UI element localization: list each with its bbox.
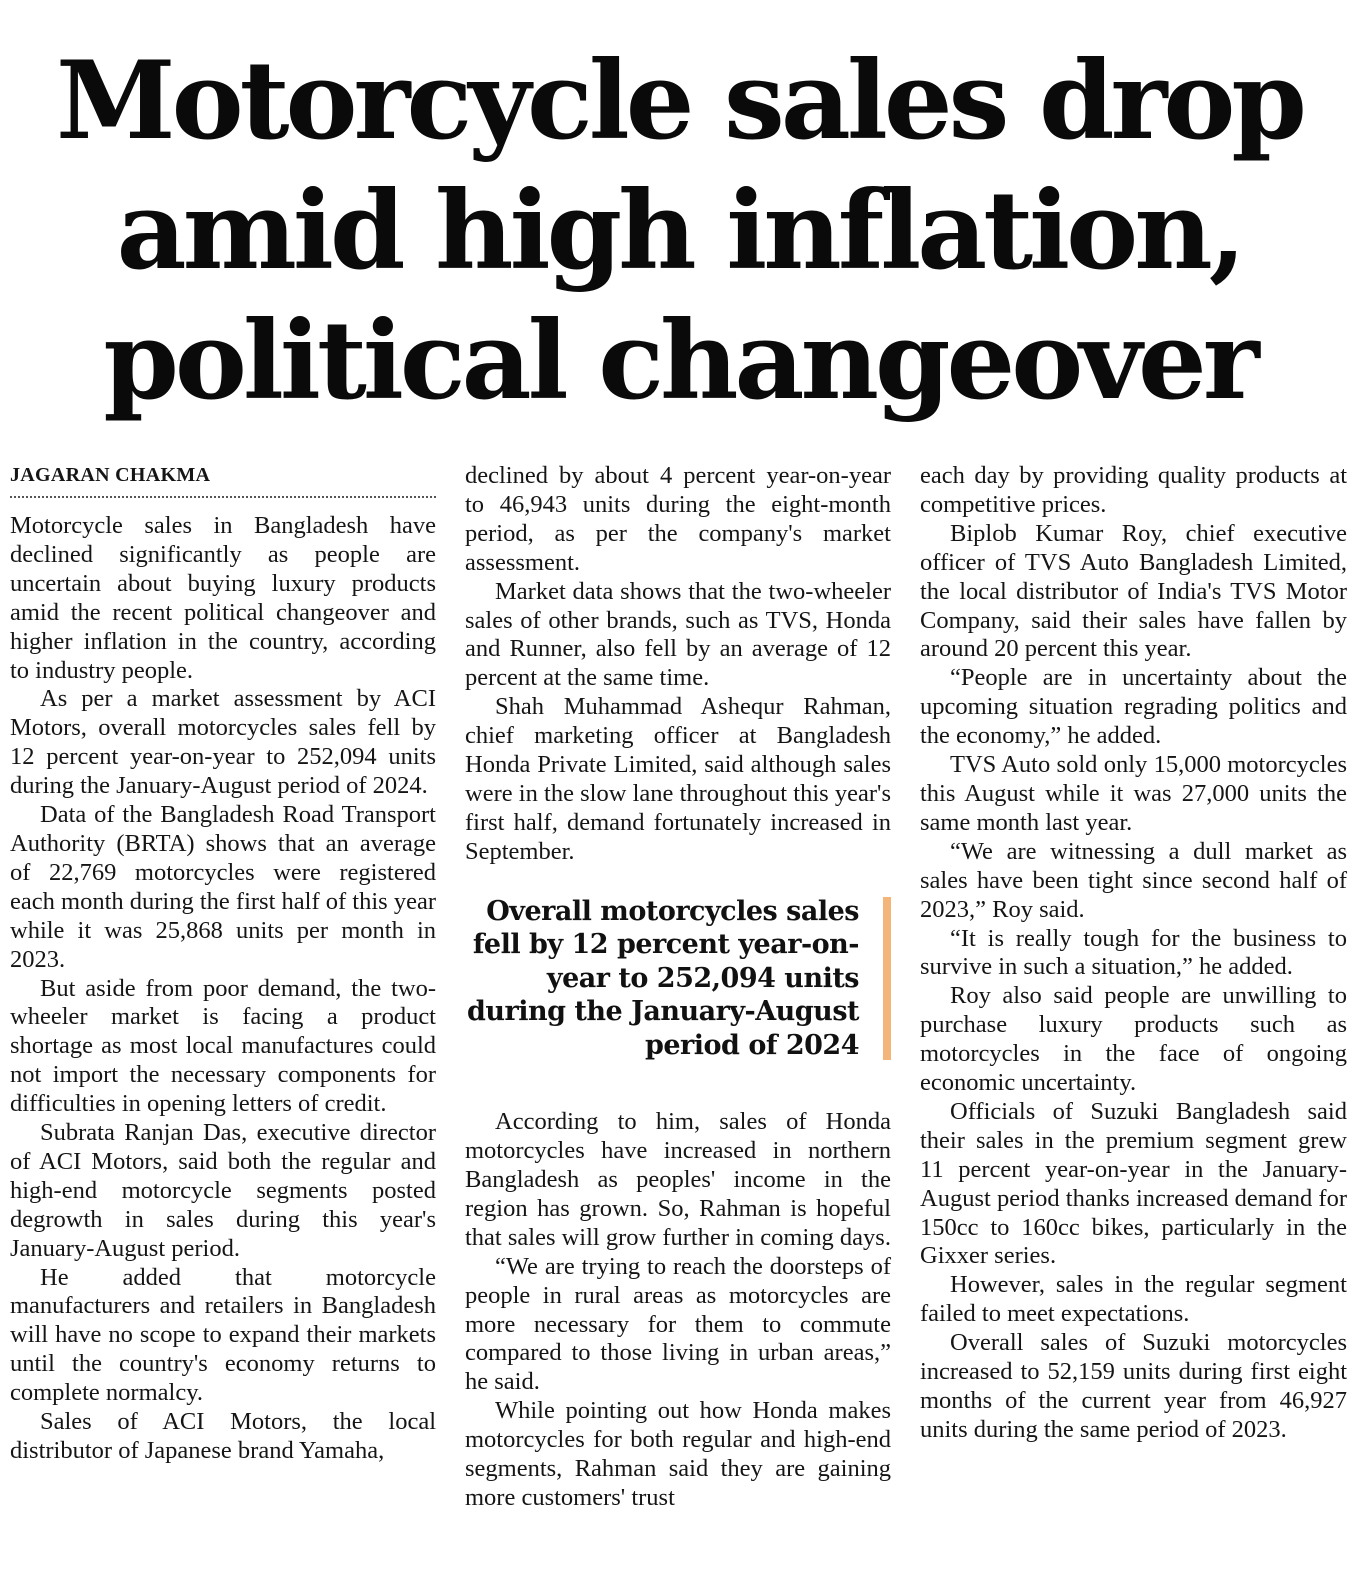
- paragraph: each day by providing quality products at competitive prices.: [920, 462, 1347, 518]
- paragraph: “We are trying to reach the doorsteps of people in rural areas as motorcycles are more necessary for them to commute compared to those living in urban areas,” he said.: [465, 1252, 891, 1396]
- headline-line-1: Motorcycle sales drop: [56, 38, 1303, 164]
- paragraph: Sales of ACI Motors, the local distributor of Japanese brand Yamaha,: [10, 1408, 436, 1464]
- paragraph: Motorcycle sales in Bangladesh have declined significantly as people are uncertain about buying luxury products amid the recent political changeover and higher inflation in the country, according to industry people.: [10, 512, 436, 684]
- paragraph: Market data shows that the two-wheeler sales of other brands, such as TVS, Honda and Runner, also fell by an average of 12 percent at the same time.: [465, 577, 891, 692]
- headline-line-3: political changeover: [103, 298, 1256, 424]
- headline-line-2: amid high inflation,: [116, 168, 1243, 294]
- paragraph: Data of the Bangladesh Road Transport Authority (BRTA) shows that an average of 22,769 motorcycles were registered each month during the first half of this year while it was 25,868 units per month in 2023.: [10, 801, 436, 973]
- paragraph: “We are witnessing a dull market as sales have been tight since second half of 2023,” Roy said.: [920, 837, 1347, 923]
- article-column-2: [465, 462, 891, 1513]
- paragraph: Subrata Ranjan Das, executive director of ACI Motors, said both the regular and high-end motorcycle segments posted degrowth in sales during this year's January-August period.: [10, 1119, 436, 1262]
- article-column-3: [920, 462, 1347, 1445]
- pull-quote-accent-bar: [883, 897, 891, 1061]
- paragraph: TVS Auto sold only 15,000 motorcycles this August while it was 27,000 units the same month last year.: [920, 751, 1347, 836]
- paragraph: As per a market assessment by ACI Motors, overall motorcycles sales fell by 12 percent year-on-year to 252,094 units during the January-August period of 2024.: [10, 685, 436, 800]
- paragraph: declined by about 4 percent year-on-year to 46,943 units during the eight-month period, as per the company's market assessment.: [465, 462, 891, 576]
- paragraph: “People are in uncertainty about the upcoming situation regrading politics and the economy,” he added.: [920, 664, 1347, 750]
- pull-quote: [465, 895, 891, 1063]
- paragraph: Overall sales of Suzuki motorcycles increased to 52,159 units during first eight months of the current year from 46,927 units during the same period of 2023.: [920, 1329, 1347, 1443]
- paragraph: But aside from poor demand, the two-wheeler market is facing a product shortage as most local manufactures could not import the necessary components for difficulties in opening letters of credit.: [10, 974, 436, 1118]
- paragraph: He added that motorcycle manufacturers and retailers in Bangladesh will have no scope to expand their markets until the country's economy returns to complete normalcy.: [10, 1263, 436, 1407]
- paragraph: While pointing out how Honda makes motorcycles for both regular and high-end segments, Rahman said they are gaining more customers' trust: [465, 1397, 891, 1511]
- paragraph: Shah Muhammad Ashequr Rahman, chief marketing officer at Bangladesh Honda Private Limited, said although sales were in the slow lane throughout this year's first half, demand fortunately increased in September.: [465, 693, 891, 865]
- byline: JAGARAN CHAKMA: [10, 462, 436, 498]
- paragraph: Officials of Suzuki Bangladesh said their sales in the premium segment grew 11 percent year-on-year in the January-August period thanks increased demand for 150cc to 160cc bikes, particularly in the Gixxer series.: [920, 1097, 1347, 1270]
- paragraph: However, sales in the regular segment failed to meet expectations.: [920, 1271, 1347, 1328]
- headline: [0, 36, 1359, 426]
- paragraph: According to him, sales of Honda motorcycles have increased in northern Bangladesh as peoples' income in the region has grown. So, Rahman is hopeful that sales will grow further in coming days.: [465, 1108, 891, 1251]
- paragraph: “It is really tough for the business to survive in such a situation,” he added.: [920, 924, 1347, 981]
- paragraph: Biplob Kumar Roy, chief executive officer of TVS Auto Bangladesh Limited, the local distributor of India's TVS Motor Company, said their sales have fallen by around 20 percent this year.: [920, 519, 1347, 663]
- paragraph: Roy also said people are unwilling to purchase luxury products such as motorcycles in the face of ongoing economic uncertainty.: [920, 982, 1347, 1097]
- pull-quote-text: Overall motorcycles sales fell by 12 percent year-on-year to 252,094 units during the January-August period of 2024: [467, 895, 859, 1061]
- article-column-1: [10, 462, 436, 1466]
